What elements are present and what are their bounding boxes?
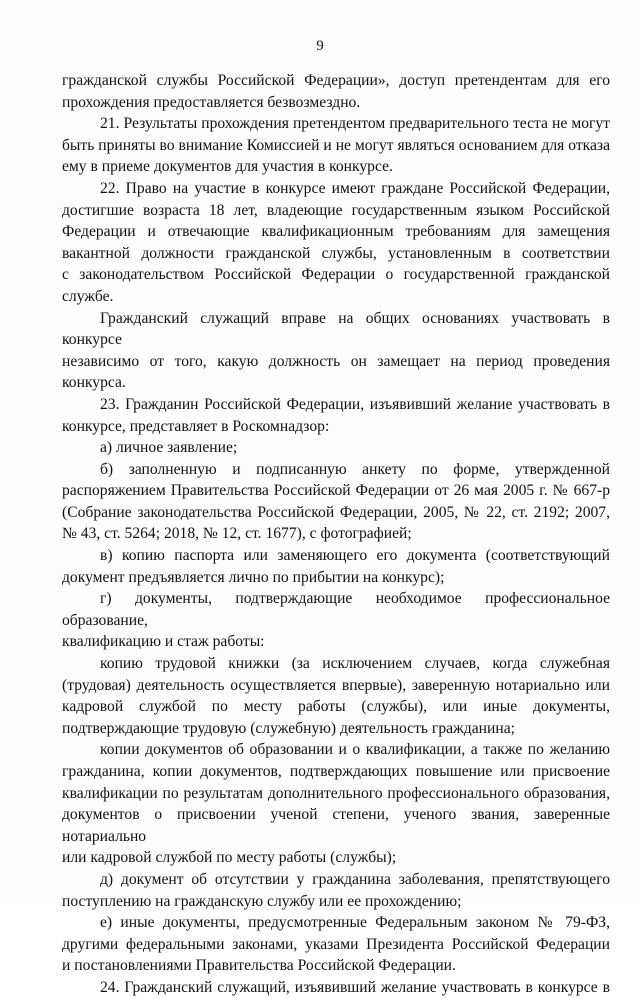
text-line: (трудовая) деятельность осуществляется впервые), заверенную нотариально или bbox=[62, 676, 610, 694]
text-line: прохождения предоставляется безвозмездно. bbox=[62, 93, 361, 111]
text-line: в) копию паспорта или заменяющего его документа (соответствующий bbox=[100, 547, 610, 565]
text-line: достигшие возраста 18 лет, владеющие государственным языком Российской bbox=[62, 201, 610, 219]
text-line: подтверждающие трудовую (служебную) деятельность гражданина; bbox=[62, 719, 515, 737]
text-line: (Собрание законодательства Российской Федерации, 2005, № 22, ст. 2192; 2007, bbox=[62, 503, 610, 521]
text-line: быть приняты во внимание Комиссией и не могут являться основанием для отказа bbox=[62, 136, 610, 154]
text-line: или кадровой службой по месту работы (службы); bbox=[62, 849, 397, 867]
text-line: независимо от того, какую должность он замещает на период проведения конкурса. bbox=[62, 352, 610, 392]
text-line: другими федеральными законами, указами Президента Российской Федерации bbox=[62, 935, 610, 953]
text-line: гражданина, копии документов, подтверждающих повышение или присвоение bbox=[62, 763, 610, 780]
text-line: Федерации и отвечающие квалификационным требованиям для замещения bbox=[62, 223, 610, 241]
text-line: 23. Гражданин Российской Федерации, изъявивший желание участвовать в bbox=[100, 395, 610, 413]
text-line: 22. Право на участие в конкурсе имеют граждане Российской Федерации, bbox=[100, 179, 610, 197]
text-line: конкурсе, представляет в Роскомнадзор: bbox=[62, 417, 330, 435]
text-line: д) документ об отсутствии у гражданина заболевания, препятствующего bbox=[100, 870, 610, 888]
text-line: а) личное заявление; bbox=[100, 439, 238, 457]
page-number: 9 bbox=[316, 38, 324, 54]
text-line: распоряжением Правительства Российской Федерации от 26 мая 2005 г. № 667-р bbox=[62, 482, 610, 500]
document-body bbox=[62, 70, 610, 999]
text-line: Гражданский служащий вправе на общих основаниях участвовать в конкурсе bbox=[62, 309, 610, 349]
text-line: и постановлениями Правительства Российской Федерации. bbox=[62, 957, 456, 975]
text-line: документов о присвоении ученой степени, ученого звания, заверенные нотариально bbox=[62, 806, 610, 845]
text-line: ему в приеме документов для участия в конкурсе. bbox=[62, 158, 393, 176]
text-line: гражданской службы Российской Федерации», доступ претендентам для его bbox=[62, 72, 610, 89]
text-line: копии документов об образовании и о квалификации, а также по желанию bbox=[100, 741, 610, 759]
text-line: документ предъявляется лично по прибытии на конкурс); bbox=[62, 568, 445, 586]
text-line: копию трудовой книжки (за исключением случаев, когда служебная bbox=[100, 655, 610, 673]
text-line: 21. Результаты прохождения претендентом предварительного теста не могут bbox=[100, 115, 610, 133]
text-line: квалификации по результатам дополнительного профессионального образования, bbox=[62, 784, 610, 802]
text-line: г) документы, подтверждающие необходимое профессиональное образование, bbox=[62, 590, 610, 629]
text-line: б) заполненную и подписанную анкету по форме, утвержденной bbox=[100, 460, 610, 478]
text-line: с законодательством Российской Федерации о государственной гражданской bbox=[62, 266, 610, 284]
text-line: № 43, ст. 5264; 2018, № 12, ст. 1677), с фотографией; bbox=[62, 525, 412, 543]
text-line: вакантной должности гражданской службы, установленным в соответствии bbox=[62, 244, 610, 262]
text-line: поступлению на гражданскую службу или ее прохождению; bbox=[62, 892, 462, 910]
text-line: 24. Гражданский служащий, изъявивший желание участвовать в конкурсе в bbox=[100, 978, 610, 996]
text-line: квалификацию и стаж работы: bbox=[62, 633, 265, 651]
text-line: е) иные документы, предусмотренные Федеральным законом № 79-ФЗ, bbox=[100, 914, 610, 932]
text-line: кадровой службой по месту работы (службы), или иные документы, bbox=[62, 698, 610, 716]
text-line: службе. bbox=[62, 287, 114, 305]
